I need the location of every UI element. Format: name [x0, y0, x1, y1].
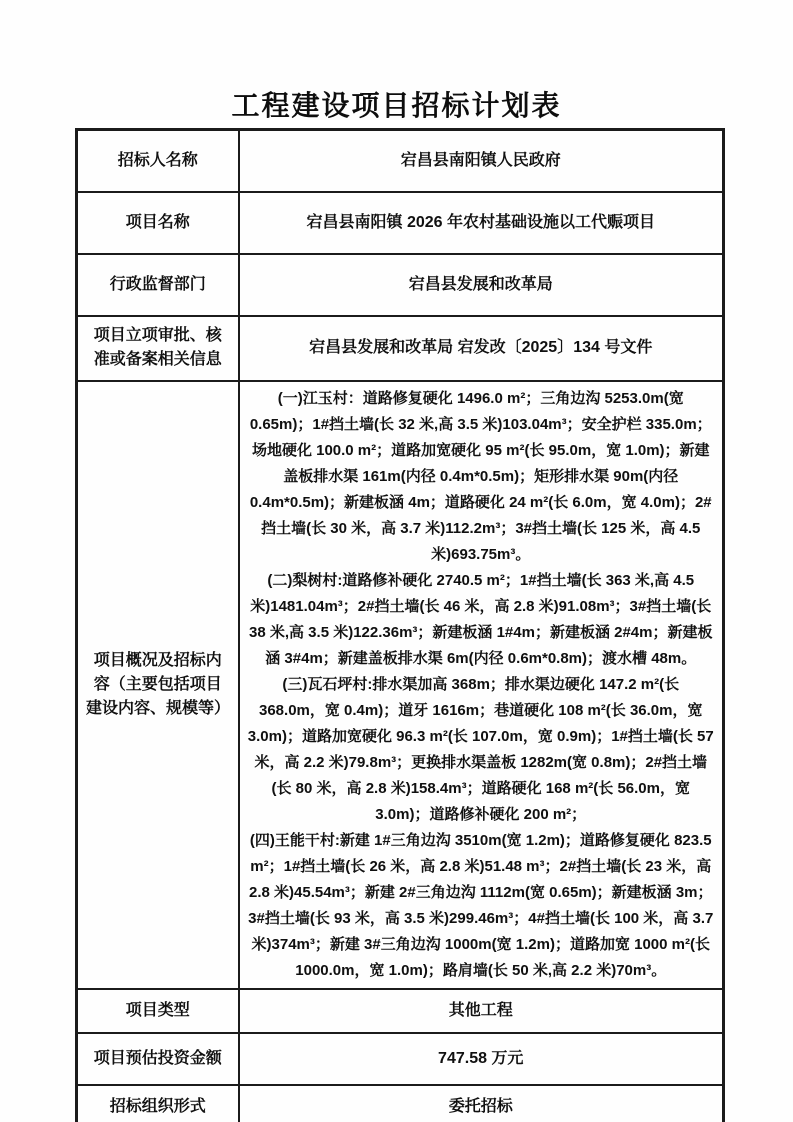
table-row-estimated-investment: [77, 1033, 724, 1085]
overview-section-wangnenggan-village: (四)王能干村:新建 1#三角边沟 3510m(宽 1.2m)；道路修复硬化 823.5 m²；1#挡土墙(长 26 米，高 2.8 米)51.48 m³；2#挡土墙(长 23 米，高 2.8 米)45.54m³；新建 2#三角边沟 1112m(宽 0.65m)；新建板涵 3m；3#挡土墙(长 93 米，高 3.5 米)299.46m³；4#挡土墙(长 100 米，高 3.7 米)374m³；新建 3#三角边沟 1000m(宽 1.2m)；道路加宽 1000 m²(长 1000.0m，宽 1.0m)；路肩墙(长 50 米,高 2.2 米)70m³。: [248, 831, 714, 979]
approval-info-label: 项目立项审批、核准或备案相关信息: [77, 316, 239, 381]
project-type-value: 其他工程: [239, 989, 724, 1033]
table-row-supervising-department: [77, 254, 724, 316]
bidding-plan-table: [75, 128, 725, 1122]
project-overview-value: [239, 381, 724, 989]
table-row-bidder-name: [77, 130, 724, 192]
table-row-project-overview: [77, 381, 724, 989]
table-row-project-type: [77, 989, 724, 1033]
overview-section-jiangyu-village: (一)江玉村：道路修复硬化 1496.0 m²；三角边沟 5253.0m(宽 0.65m)；1#挡土墙(长 32 米,高 3.5 米)103.04m³；安全护栏 335.0m；场地硬化 100.0 m²；道路加宽硬化 95 m²(长 95.0m，宽 1.0m)；新建盖板排水渠 161m(内径 0.4m*0.5m)；矩形排水渠 90m(内径 0.4m*0.5m)；新建板涵 4m；道路硬化 24 m²(长 6.0m，宽 4.0m)；2#挡土墙(长 30 米，高 3.7 米)112.2m³；3#挡土墙(长 125 米，高 4.5 米)693.75m³。: [249, 389, 712, 563]
page-title: 工程建设项目招标计划表: [231, 90, 562, 121]
bidder-name-label: 招标人名称: [77, 130, 239, 192]
project-overview-label: 项目概况及招标内容（主要包括项目建设内容、规模等）: [77, 381, 239, 989]
table-row-approval-info: [77, 316, 724, 381]
bidder-name-value: 宕昌县南阳镇人民政府: [239, 130, 724, 192]
supervising-department-label: 行政监督部门: [77, 254, 239, 316]
project-name-label: 项目名称: [77, 192, 239, 254]
table-row-project-name: [77, 192, 724, 254]
bidding-organization-form-value: 委托招标: [239, 1085, 724, 1122]
supervising-department-value: 宕昌县发展和改革局: [239, 254, 724, 316]
approval-info-value: 宕昌县发展和改革局 宕发改〔2025〕134 号文件: [239, 316, 724, 381]
estimated-investment-value: 747.58 万元: [239, 1033, 724, 1085]
project-name-value: 宕昌县南阳镇 2026 年农村基础设施以工代赈项目: [239, 192, 724, 254]
overview-section-lishu-village: (二)梨树村:道路修补硬化 2740.5 m²；1#挡土墙(长 363 米,高 4.5 米)1481.04m³；2#挡土墙(长 46 米，高 2.8 米)91.08m³；3#挡土墙(长 38 米,高 3.5 米)122.36m³；新建板涵 1#4m；新建板涵 2#4m；新建板涵 3#4m；新建盖板排水渠 6m(内径 0.6m*0.8m)；渡水槽 48m。: [249, 571, 713, 667]
table-row-bidding-organization-form: [77, 1085, 724, 1122]
overview-section-washiping-village: (三)瓦石坪村:排水渠加高 368m；排水渠边硬化 147.2 m²(长 368.0m，宽 0.4m)；道牙 1616m；巷道硬化 108 m²(长 36.0m，宽 3.0m)；道路加宽硬化 96.3 m²(长 107.0m，宽 0.9m)；1#挡土墙(长 57 米，高 2.2 米)79.8m³；更换排水渠盖板 1282m(宽 0.8m)；2#挡土墙(长 80 米，高 2.8 米)158.4m³；道路硬化 168 m²(长 56.0m，宽 3.0m)；道路修补硬化 200 m²；: [247, 675, 714, 823]
project-type-label: 项目类型: [77, 989, 239, 1033]
bidding-organization-form-label: 招标组织形式: [77, 1085, 239, 1122]
estimated-investment-label: 项目预估投资金额: [77, 1033, 239, 1085]
